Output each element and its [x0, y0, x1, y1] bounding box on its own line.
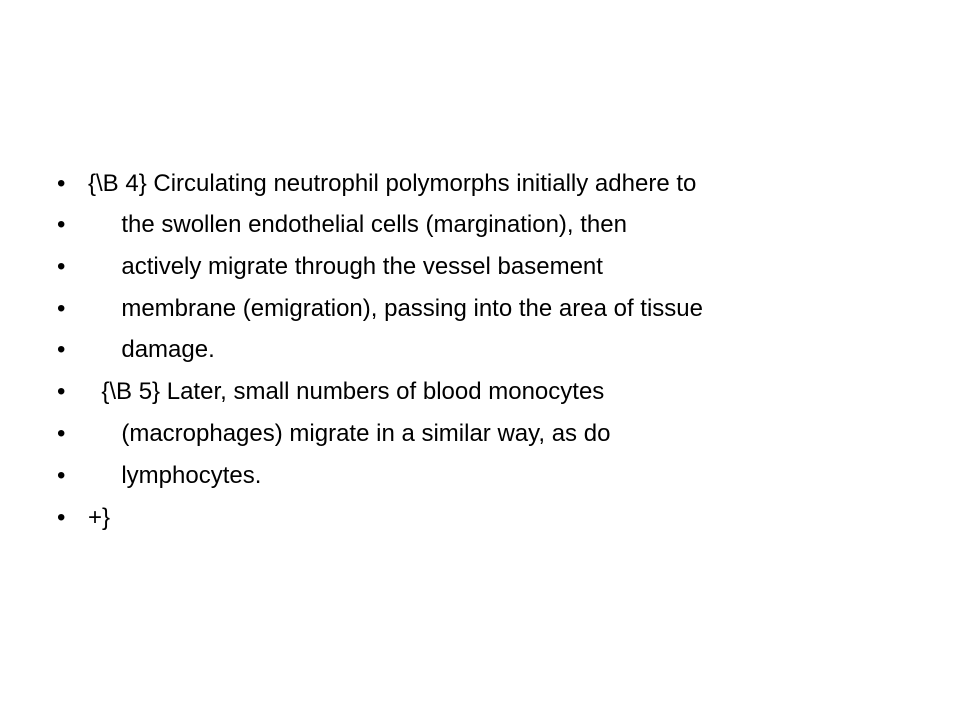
bullet-text: (macrophages) migrate in a similar way, as do — [88, 420, 611, 447]
bullet-glyph: • — [57, 462, 66, 489]
bullet-item — [55, 253, 915, 280]
bullet-text: {\B 5} Later, small numbers of blood monocytes — [88, 378, 605, 405]
bullet-item — [55, 462, 915, 489]
bullet-item — [55, 211, 915, 238]
bullet-text: +} — [88, 504, 111, 531]
bullet-glyph: • — [57, 170, 66, 197]
bullet-item — [55, 504, 915, 531]
bullet-glyph: • — [57, 336, 66, 363]
bullet-text: the swollen endothelial cells (margination), then — [88, 211, 627, 238]
bullet-text: lymphocytes. — [88, 462, 262, 489]
bullet-item — [55, 295, 915, 322]
bullet-text: {\B 4} Circulating neutrophil polymorphs initially adhere to — [88, 170, 697, 197]
bullet-item — [55, 170, 915, 197]
bullet-text: membrane (emigration), passing into the area of tissue — [88, 295, 703, 322]
bullet-glyph: • — [57, 295, 66, 322]
bullet-glyph: • — [57, 378, 66, 405]
bullet-glyph: • — [57, 253, 66, 280]
bullet-text: damage. — [88, 336, 215, 363]
bullet-glyph: • — [57, 420, 66, 447]
bullet-glyph: • — [57, 211, 66, 238]
bullet-item — [55, 336, 915, 363]
bullet-item — [55, 420, 915, 447]
bullet-glyph: • — [57, 504, 66, 531]
bullet-text: actively migrate through the vessel basement — [88, 253, 603, 280]
bullet-item — [55, 378, 915, 405]
bullet-list — [55, 170, 915, 546]
